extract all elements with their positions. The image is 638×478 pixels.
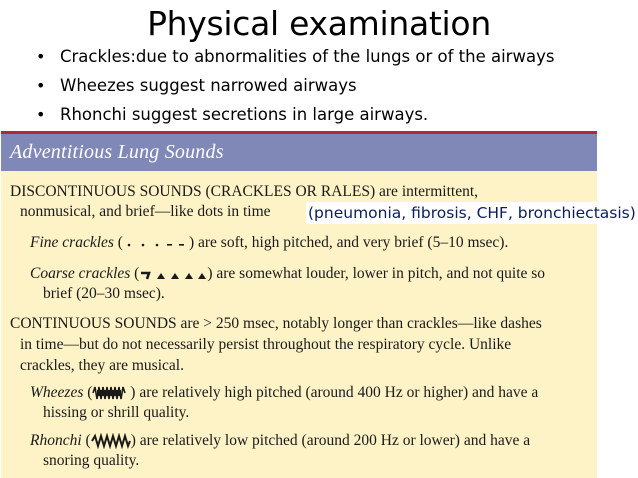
discontinuous-line-1: DISCONTINUOUS SOUNDS (CRACKLES OR RALES) are intermittent,: [10, 183, 479, 200]
bullet-item: [32, 100, 638, 129]
bullet-dot-icon: •: [36, 76, 46, 95]
continuous-line-3: crackles, they are musical.: [20, 357, 184, 374]
wheeze-waveform-icon: [92, 385, 126, 401]
bullet-dot-icon: •: [36, 105, 46, 124]
bullet-text: Wheezes suggest narrowed airways: [60, 76, 357, 95]
discontinuous-line-2: nonmusical, and brief—like dots in time: [20, 203, 271, 220]
coarse-crackles-line-2: brief (20–30 msec).: [43, 285, 165, 302]
fine-crackles-term: Fine crackles: [30, 234, 114, 251]
coarse-crackles-dots-icon: [139, 267, 207, 281]
continuous-line-1: CONTINUOUS SOUNDS are > 250 msec, notably longer than crackles—like dashes: [10, 315, 542, 332]
wheezes-line-1: Wheezes ( ) are relatively high pitched (around 400 Hz or higher) and have a: [30, 384, 539, 401]
bullet-text: Crackles:due to abnormalities of the lungs or of the airways: [60, 47, 555, 66]
rhonchi-term: Rhonchi: [30, 432, 82, 449]
rhonchi-line-1: Rhonchi ( ) are relatively low pitched (around 200 Hz or lower) and have a: [30, 432, 531, 449]
coarse-crackles-line-1: Coarse crackles ( ) are somewhat louder, lower in pitch, and not quite so: [30, 265, 546, 282]
wheezes-line-2: hissing or shrill quality.: [43, 404, 190, 421]
bullet-item: [32, 71, 638, 100]
panel-header: [1, 131, 597, 171]
crackles-causes-annotation: (pneumonia, fibrosis, CHF, bronchiectasis): [306, 202, 638, 224]
panel-header-title: Adventitious Lung Sounds: [10, 141, 224, 163]
wheezes-term: Wheezes: [30, 384, 84, 401]
adventitious-sounds-panel: [1, 131, 597, 478]
bullet-text: Rhonchi suggest secretions in large airways.: [60, 105, 429, 124]
coarse-crackles-term: Coarse crackles: [30, 265, 131, 282]
bullet-dot-icon: •: [36, 47, 46, 66]
fine-crackles-dots-icon: [123, 236, 189, 250]
slide-title: Physical examination: [147, 4, 491, 43]
continuous-line-2: in time—but do not necessarily persist throughout the respiratory cycle. Unlike: [20, 336, 512, 353]
rhonchi-line-2: snoring quality.: [43, 452, 140, 469]
bullet-list: [32, 42, 638, 129]
fine-crackles-line: Fine crackles ( ) are soft, high pitched, and very brief (5–10 msec).: [30, 234, 509, 251]
rhonchi-waveform-icon: [91, 433, 131, 449]
bullet-item: [32, 42, 638, 71]
